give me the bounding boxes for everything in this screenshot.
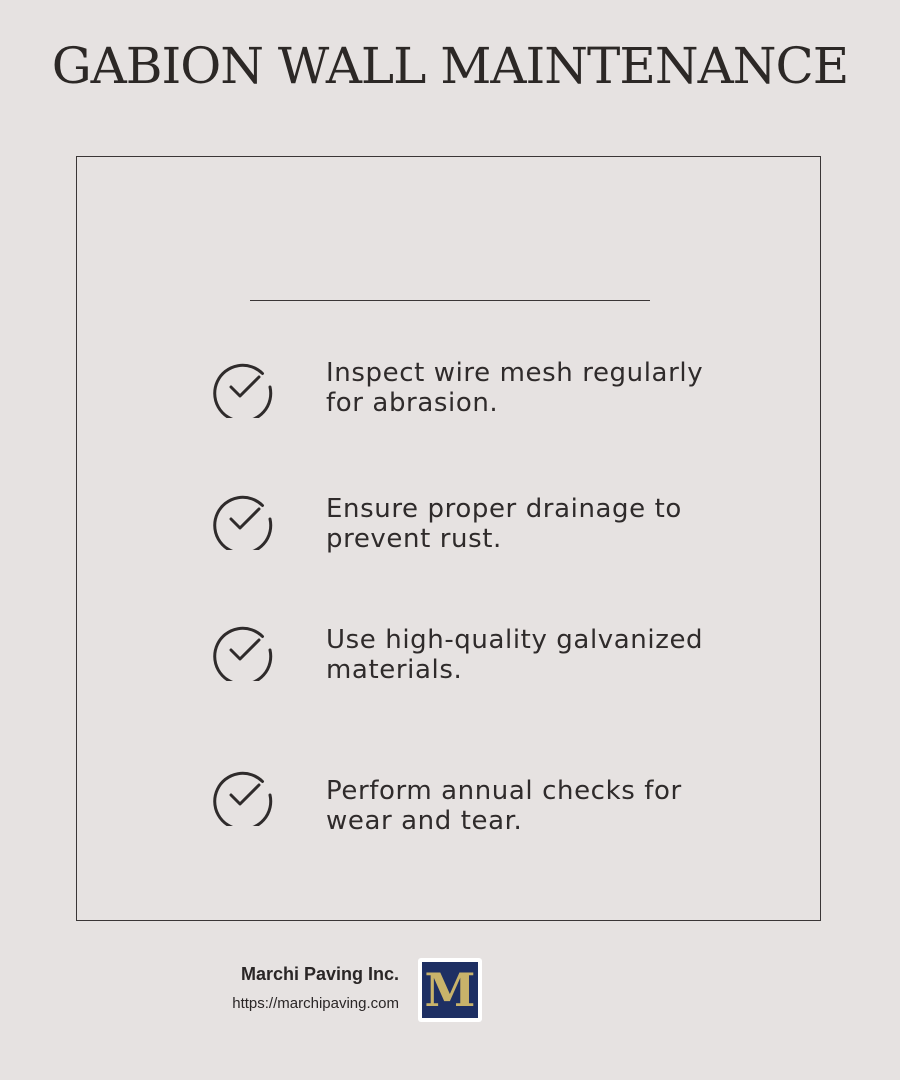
check-circle-icon (212, 356, 274, 418)
checklist-item-text: Perform annual checks for wear and tear. (326, 776, 682, 836)
check-circle-icon (212, 619, 274, 681)
divider-line (250, 300, 650, 301)
checklist-item-text: Ensure proper drainage to prevent rust. (326, 494, 682, 554)
company-url[interactable]: https://marchipaving.com (232, 995, 399, 1012)
checklist-item (212, 764, 732, 836)
company-logo (418, 958, 482, 1022)
page-title: GABION WALL MAINTENANCE (51, 37, 849, 95)
check-circle-icon (212, 488, 274, 550)
checklist-item-text: Use high-quality galvanized materials. (326, 625, 704, 685)
logo-letter: M (424, 963, 476, 1017)
checklist-item (212, 488, 732, 552)
checklist-item (212, 356, 732, 420)
checklist-item (212, 619, 732, 683)
company-name: Marchi Paving Inc. (240, 964, 399, 984)
checklist-item-text: Inspect wire mesh regularly for abrasion. (326, 358, 704, 418)
check-circle-icon (212, 764, 274, 826)
logo-badge (422, 962, 478, 1018)
